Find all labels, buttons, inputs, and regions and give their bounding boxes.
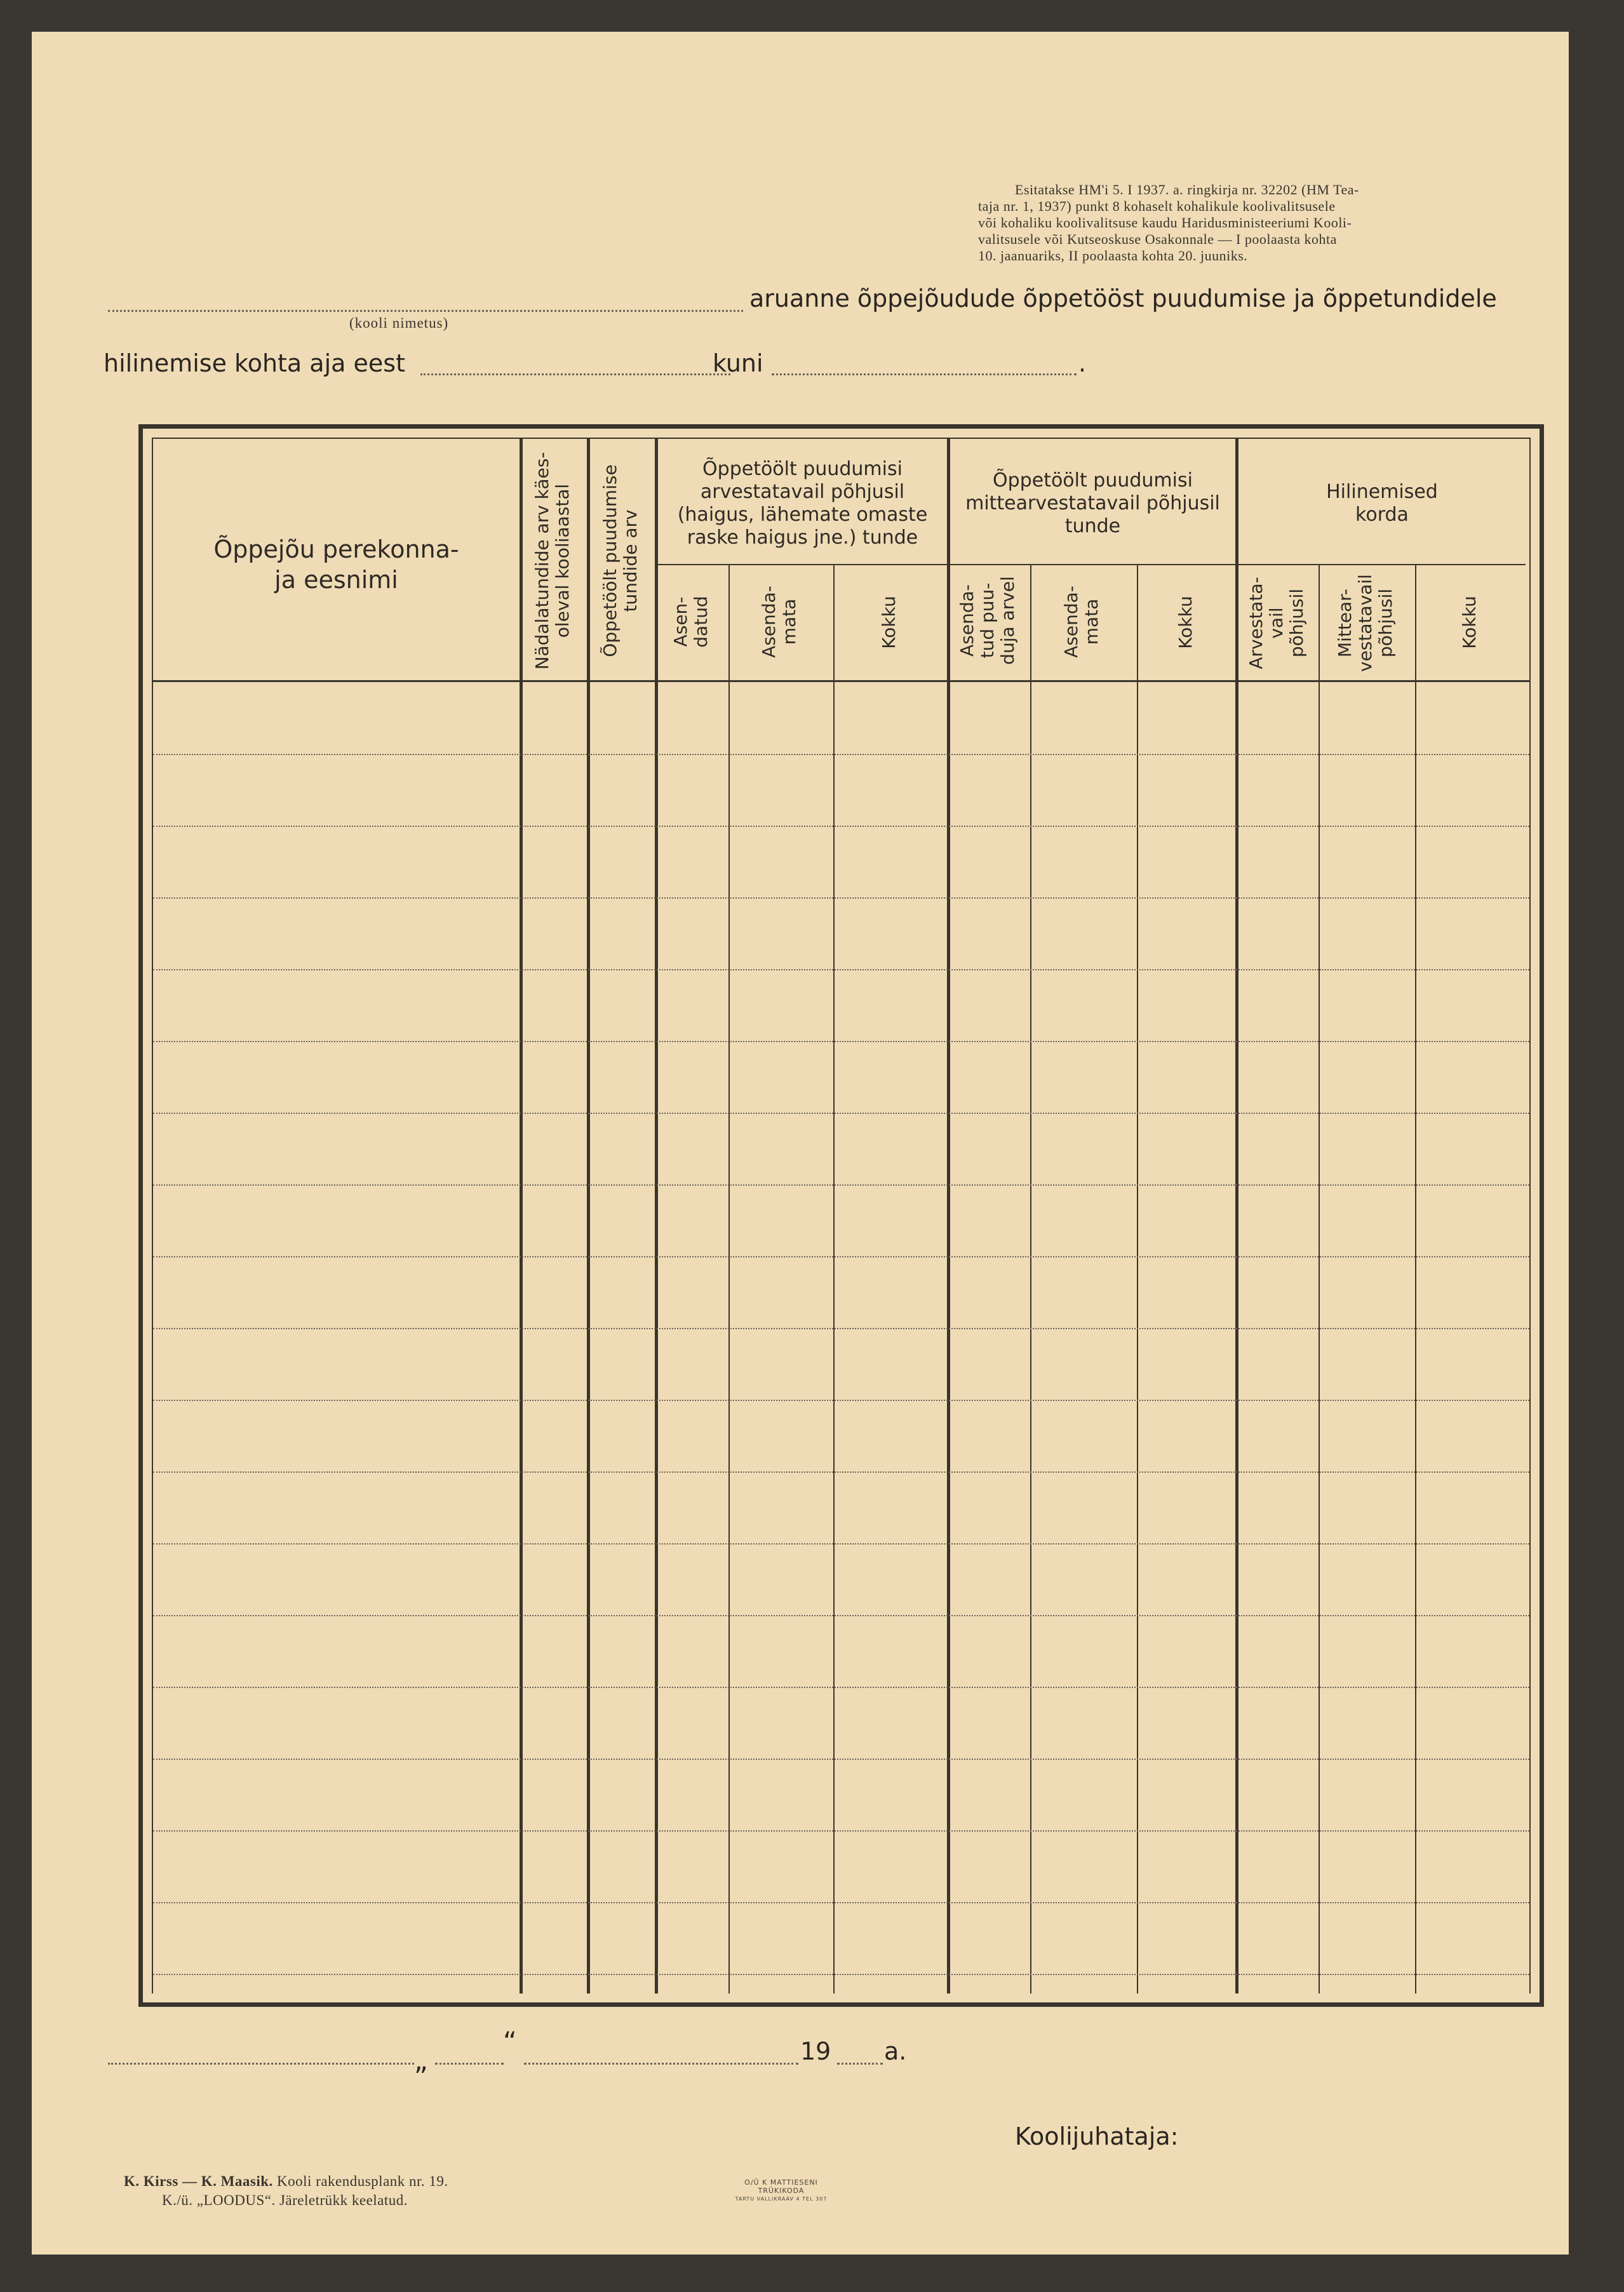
subcol-divider <box>1415 564 1416 1994</box>
header-text: põhjusil <box>1375 588 1396 658</box>
row-line <box>153 1400 1529 1401</box>
header-text: mata <box>1081 598 1102 645</box>
title-line2-start: hilinemise kohta aja eest <box>104 349 405 377</box>
row-line <box>153 1041 1529 1042</box>
title-period: . <box>1078 349 1087 377</box>
header-text: Õppetöölt puudumise <box>600 464 621 657</box>
open-quote: „ <box>414 2045 428 2076</box>
header-text: Asen- <box>670 596 691 647</box>
printer-mark <box>718 2178 845 2203</box>
header-text: Arvestata- <box>1245 577 1266 669</box>
header-text: raske haigus jne.) tunde <box>687 526 918 549</box>
notice-line: taja nr. 1, 1937) punkt 8 kohaselt kohalikule koolivalitsusele <box>978 198 1336 214</box>
row-line <box>153 1902 1529 1903</box>
header-group-excused <box>658 458 947 549</box>
footer-line1 <box>124 2172 448 2191</box>
header-text: Kokku <box>878 596 899 649</box>
header-text: põhjusil <box>1286 588 1307 658</box>
header-text: datud <box>690 596 711 648</box>
header-text: mittearvestatavail põhjusil <box>965 492 1220 514</box>
header-group-late <box>1238 481 1526 526</box>
footer-authors: K. Kirss — K. Maasik. <box>124 2173 273 2189</box>
header-text: Asenda- <box>1061 586 1082 658</box>
subcol-divider <box>1030 564 1031 1994</box>
title-line1: aruanne õppejõudude õppetööst puudumise ja õppetundidele <box>749 285 1497 312</box>
col-divider <box>1235 439 1238 1994</box>
header-group-unexcused <box>950 469 1235 538</box>
row-line <box>153 1615 1529 1616</box>
row-line <box>153 1687 1529 1688</box>
group-header-underline <box>657 564 1526 565</box>
printer-text: TRÜKIKODA <box>758 2187 805 2195</box>
footer-copyright: Järeletrükk keelatud. <box>279 2192 408 2208</box>
notice-line: valitsusele või Kutseoskuse Osakonnale — I poolaasta kohta <box>978 231 1337 247</box>
header-sub-not-replaced-2 <box>1061 568 1106 676</box>
form-sheet <box>32 32 1569 2255</box>
close-quote: “ <box>503 2026 517 2057</box>
row-line <box>153 1543 1529 1545</box>
header-sub-total <box>879 568 901 676</box>
header-text: Õppejõu perekonna- <box>213 535 459 563</box>
header-text: Õppetöölt puudumisi <box>702 458 903 480</box>
regulation-notice <box>978 182 1550 264</box>
period-from-field[interactable] <box>420 373 730 375</box>
row-line <box>153 1471 1529 1473</box>
header-text: korda <box>1355 504 1409 526</box>
header-sub-not-replaced <box>759 568 803 676</box>
absence-table <box>138 424 1544 2007</box>
row-line <box>153 826 1529 827</box>
school-name-field[interactable] <box>108 310 743 312</box>
row-line <box>153 1759 1529 1760</box>
footer-form-number: Kooli rakendusplank nr. 19. <box>277 2173 448 2189</box>
header-text: duja arvel <box>997 576 1018 665</box>
header-absence-hours <box>600 446 645 675</box>
period-to-field[interactable] <box>772 373 1077 375</box>
printer-text: O/Ü K MATTIESENI <box>744 2178 818 2187</box>
row-line <box>153 1256 1529 1257</box>
row-line <box>153 1113 1529 1114</box>
header-sub-total-2 <box>1176 568 1197 676</box>
year-prefix: 19 <box>800 2037 831 2065</box>
place-field[interactable] <box>108 2063 414 2065</box>
header-text: Asenda- <box>758 586 779 658</box>
header-text: (haigus, lähemate omaste <box>677 504 928 526</box>
day-field[interactable] <box>435 2063 504 2065</box>
header-weekly-hours <box>532 446 577 675</box>
year-field[interactable] <box>837 2063 883 2065</box>
printer-text: TARTU VALLIKRAAV 4 TEL 307 <box>735 2196 828 2202</box>
col-divider <box>520 439 523 1994</box>
header-sub-late-total <box>1460 568 1481 676</box>
col-divider <box>655 439 658 1994</box>
col-divider <box>947 439 950 1994</box>
header-sub-replaced <box>671 568 715 676</box>
subcol-divider <box>833 564 835 1994</box>
subcol-divider <box>728 564 730 1994</box>
row-line <box>153 1974 1529 1975</box>
header-sub-late-unexcused <box>1335 566 1399 680</box>
header-text: vail <box>1266 607 1287 639</box>
header-text: Mittear- <box>1334 588 1355 658</box>
header-text: ja eesnimi <box>274 566 398 594</box>
table-inner-frame <box>152 438 1531 1994</box>
header-sub-late-excused <box>1246 566 1310 680</box>
footer-publisher: K./ü. „LOODUS“. <box>162 2192 276 2208</box>
notice-line: Esitatakse HM'i 5. I 1937. a. ringkirja nr. 32202 (HM Tea- <box>1015 182 1359 198</box>
row-line <box>153 754 1529 755</box>
header-text: Kokku <box>1175 596 1196 649</box>
subcol-divider <box>1319 564 1320 1994</box>
header-text: tud puu- <box>977 582 998 659</box>
header-text: arvestatavail põhjusil <box>700 481 905 503</box>
header-text: tundide arv <box>620 509 641 612</box>
row-line <box>153 897 1529 899</box>
col-divider <box>587 439 590 1994</box>
header-text: mata <box>779 598 800 645</box>
header-sub-replaced-absentee <box>957 563 1022 678</box>
kuni-label: kuni <box>713 349 763 377</box>
month-field[interactable] <box>524 2063 798 2065</box>
row-line <box>153 1328 1529 1329</box>
row-line <box>153 1184 1529 1186</box>
year-suffix: a. <box>884 2037 907 2065</box>
header-text: Õppetöölt puudumisi <box>993 469 1193 492</box>
row-line <box>153 1830 1529 1832</box>
header-text: tunde <box>1064 515 1121 537</box>
school-name-hint: (kooli nimetus) <box>349 315 449 331</box>
header-bottom-line <box>153 680 1529 682</box>
header-teacher-name <box>153 534 520 595</box>
footer-line2 <box>162 2191 408 2210</box>
header-text: vestatavail <box>1355 574 1376 672</box>
header-text: Kokku <box>1459 596 1480 649</box>
notice-line: 10. jaanuariks, II poolaasta kohta 20. juuniks. <box>978 248 1248 264</box>
notice-line: või kohaliku koolivalitsuse kaudu Haridusministeeriumi Kooli- <box>978 215 1352 231</box>
subcol-divider <box>1137 564 1138 1994</box>
signature-label: Koolijuhataja: <box>1015 2122 1179 2150</box>
header-text: oleval kooliaastal <box>552 483 573 638</box>
header-text: Hilinemised <box>1326 481 1438 503</box>
header-text: Asenda- <box>956 584 977 657</box>
row-line <box>153 969 1529 970</box>
header-text: Nädalatundide arv käes- <box>532 452 553 670</box>
